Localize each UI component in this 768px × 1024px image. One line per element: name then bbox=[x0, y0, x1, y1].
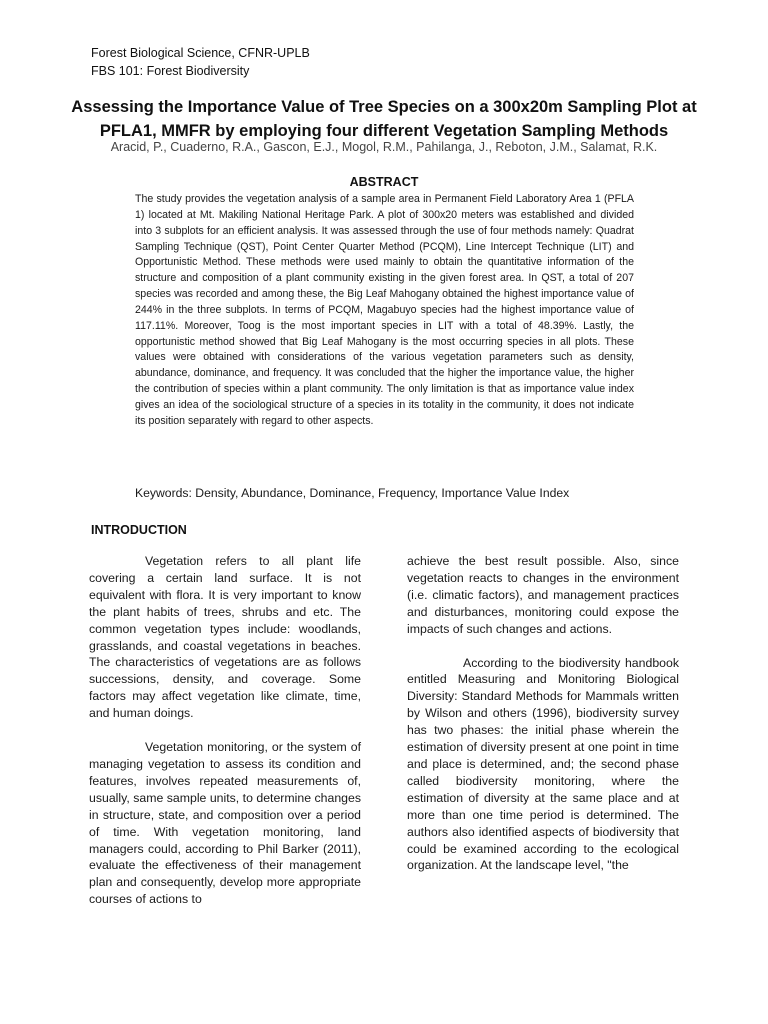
intro-paragraph: Vegetation monitoring, or the system of managing vegetation to assess its condition and features, involves repeated measurements of, usually, same sample units, to determine changes in structure, state, and composition over a period of time. With vegetation monitoring, land managers could, according to Phil Barker (2011), evaluate the effectiveness of their management plan and consequently, develop more appropriate courses of actions to bbox=[89, 740, 361, 907]
abstract-body: The study provides the vegetation analysis of a sample area in Permanent Field Laboratory Area 1 (PFLA 1) located at Mt. Makiling National Heritage Park. A plot of 300x20 meters was established and divided into 3 subplots for an efficient analysis. It was assessed through the use of four methods namely: Quadrat Sampling Technique (QST), Point Center Quarter Method (PCQM), Line Intercept Technique (LIT) and Opportunistic Method. These methods were used mainly to obtain the quantitative information of the structure and composition of a plant community existing in the given forest area. In QST, a total of 207 species was recorded and among these, the Big Leaf Mahogany obtained the highest importance value of 244% in the three subplots. In terms of PCQM, Magabuyo species had the highest importance value of 117.11%. Moreover, Toog is the most important species in LIT with a total of 48.39%. Lastly, the opportunistic method showed that Big Leaf Mahogany is the most occurring species in all plots. These values were obtained with considerations of the various vegetation parameters such as density, abundance, dominance, and frequency. It was concluded that the higher the importance value, the higher the contribution of species within a plant community. The only limitation is that as importance value index gives an idea of the sociological structure of a species in its totality in the community, it does not indicate its position separately with regard to other aspects. bbox=[135, 193, 634, 427]
paper-title: Assessing the Importance Value of Tree Species on a 300x20m Sampling Plot at PFLA1, MMFR by employing four different Vegetation Sampling Methods bbox=[71, 98, 697, 140]
intro-left-column bbox=[89, 553, 361, 925]
intro-paragraph: Vegetation refers to all plant life covering a certain land surface. It is not equivalent with flora. It is very important to know the plant habits of trees, shrubs and etc. The common vegetation types include: woodlands, grasslands, and coastal vegetations in beaches. The characteristics of vegetations are as follows successions, density, and coverage. Some factors may affect vegetation like climate, time, and human doings. bbox=[89, 554, 361, 721]
intro-paragraph: According to the biodiversity handbook entitled Measuring and Monitoring Biological Diversity: Standard Methods for Mammals written by Wilson and others (1996), biodiversity survey has two phases: the initial phase wherein the estimation of diversity present at one point in time and place is determined, and; the second phase called biodiversity monitoring, where the estimation of diversity at the same place and at more than one time period is determined. The authors also identified aspects of biodiversity that could be examined according to the ecological organization. At the landscape level, "the bbox=[407, 655, 679, 873]
introduction-heading: INTRODUCTION bbox=[91, 523, 187, 537]
author-list: Aracid, P., Cuaderno, R.A., Gascon, E.J., Mogol, R.M., Pahilanga, J., Reboton, J.M., Salamat, R.K. bbox=[110, 140, 658, 154]
institution-header: Forest Biological Science, CFNR-UPLB bbox=[91, 46, 310, 60]
keywords-line: Keywords: Density, Abundance, Dominance, Frequency, Importance Value Index bbox=[135, 486, 570, 500]
course-header: FBS 101: Forest Biodiversity bbox=[91, 64, 250, 78]
abstract-heading: ABSTRACT bbox=[349, 175, 419, 189]
intro-paragraph-continued: achieve the best result possible. Also, since vegetation reacts to changes in the environment (i.e. climatic factors), and management practices and disturbances, monitoring could expose the impacts of such changes and actions. bbox=[407, 554, 679, 636]
intro-right-column bbox=[407, 553, 679, 891]
